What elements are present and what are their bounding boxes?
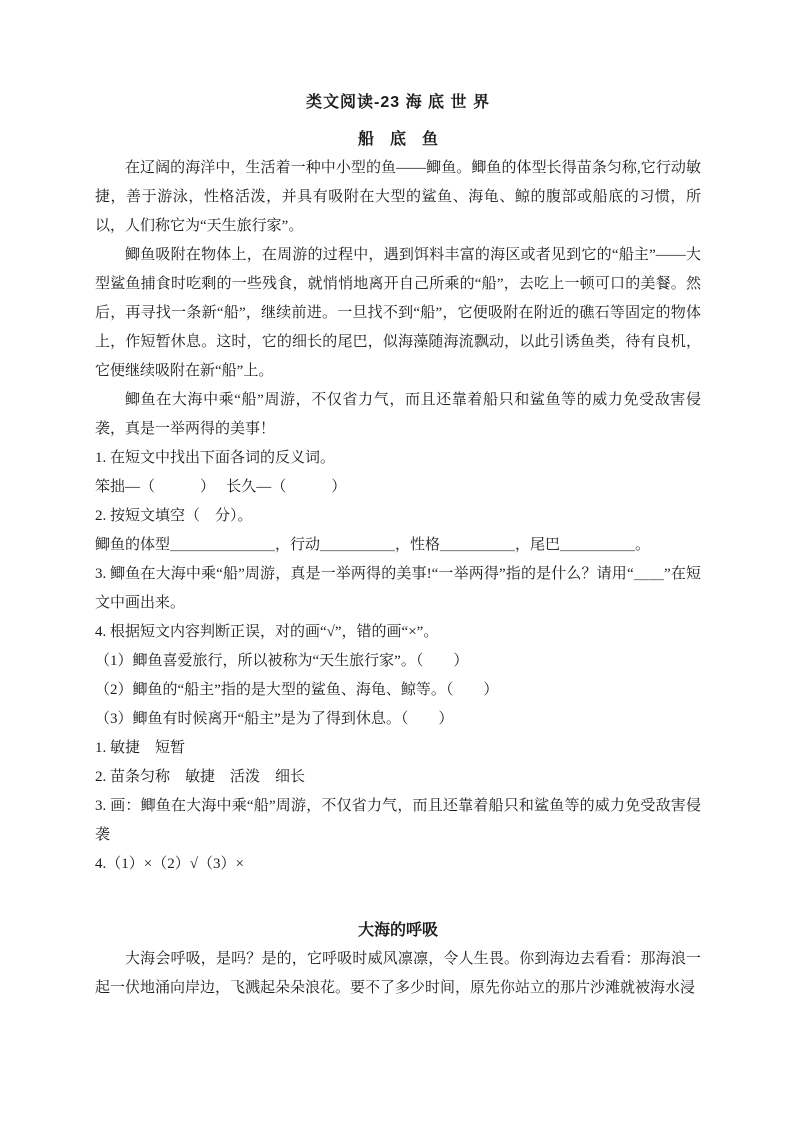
- answer-3: 3. 画：鲫鱼在大海中乘“船”周游，不仅省力气，而且还靠着船只和鲨鱼等的威力免受敌害侵袭: [95, 798, 701, 843]
- passage2-title: 大海的呼吸: [357, 922, 438, 939]
- question-2-fill-blanks: 鲫鱼的体型＿＿＿＿＿＿＿，行动＿＿＿＿＿，性格＿＿＿＿＿，尾巴＿＿＿＿＿。: [95, 537, 651, 553]
- doc-title: 类文阅读-23 海 底 世 界: [306, 94, 490, 111]
- question-4-item-2: （2）鲫鱼的“船主”指的是大型的鲨鱼、海龟、鲸等。（ ）: [95, 682, 499, 698]
- passage2: [95, 916, 701, 1003]
- answer-4: 4.（1）×（2）√（3）×: [95, 856, 244, 872]
- passage1-body: [95, 154, 701, 444]
- question-1: 1. 在短文中找出下面各词的反义词。: [95, 450, 336, 466]
- passage1-paragraph-1: 在辽阔的海洋中，生活着一种中小型的鱼——鲫鱼。鲫鱼的体型长得苗条匀称,它行动敏捷，善于游泳，性格活泼，并具有吸附在大型的鲨鱼、海龟、鲸的腹部或船底的习惯，所以，人们称它为“天生旅行家”。: [95, 160, 701, 234]
- question-1-antonym-blanks: 笨拙—（ ） 长久—（ ）: [95, 479, 347, 495]
- passage1-title: 船 底 鱼: [357, 131, 438, 148]
- passage2-paragraph-1: 大海会呼吸，是吗？是的，它呼吸时威风凛凛，令人生畏。你到海边去看看：那海浪一起一伏地涌向岸边，飞溅起朵朵浪花。要不了多少时间，原先你站立的那片沙滩就被海水浸: [95, 951, 701, 996]
- question-4-item-1: （1）鲫鱼喜爱旅行，所以被称为“天生旅行家”。（ ）: [95, 653, 469, 669]
- answer-1: 1. 敏捷 短暂: [95, 740, 186, 756]
- passage1-questions: [95, 444, 701, 734]
- passage1-answers: [95, 734, 701, 879]
- question-4-item-3: （3）鲫鱼有时候离开“船主”是为了得到休息。（ ）: [95, 711, 454, 727]
- passage1-paragraph-3: 鲫鱼在大海中乘“船”周游，不仅省力气，而且还靠着船只和鲨鱼等的威力免受敌害侵袭，真是一举两得的美事！: [95, 392, 701, 437]
- answer-2: 2. 苗条匀称 敏捷 活泼 细长: [95, 769, 306, 785]
- passage1-paragraph-2: 鲫鱼吸附在物体上，在周游的过程中，遇到饵料丰富的海区或者见到它的“船主”——大型鲨鱼捕食时吃剩的一些残食，就悄悄地离开自己所乘的“船”，去吃上一顿可口的美餐。然后，再寻找一条新“船”，继续前进。一旦找不到“船”，它便吸附在附近的礁石等固定的物体上，作短暂休息。这时，它的细长的尾巴，似海藻随海流飘动，以此引诱鱼类，待有良机，它便继续吸附在新“船”上。: [95, 247, 701, 379]
- question-4: 4. 根据短文内容判断正误，对的画“√”，错的画“×”。: [95, 624, 439, 640]
- question-2: 2. 按短文填空（ 分）。: [95, 508, 253, 524]
- question-3: 3. 鲫鱼在大海中乘“船”周游，真是一举两得的美事!“一举两得”指的是什么？请用“＿＿”在短文中画出来。: [95, 566, 701, 611]
